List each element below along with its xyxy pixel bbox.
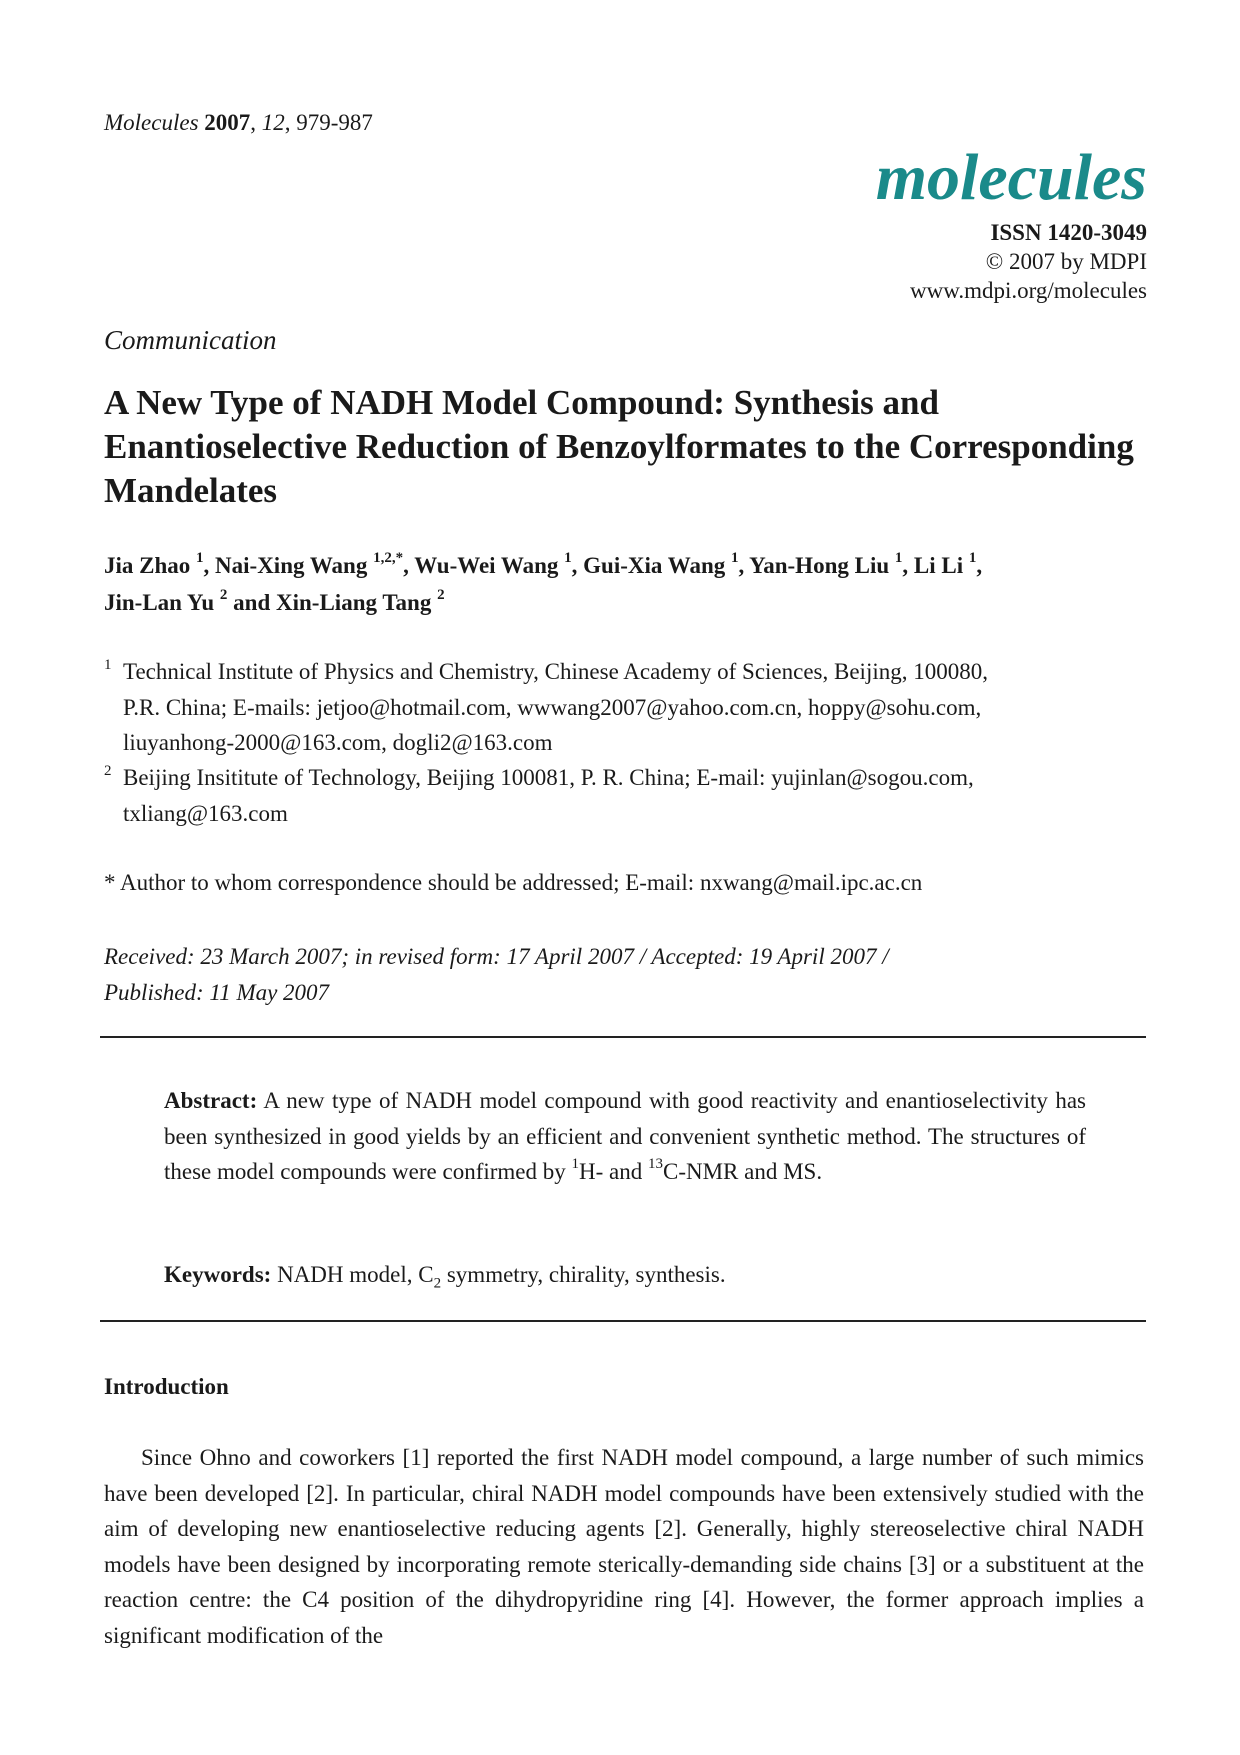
author: Nai-Xing Wang $^{1,2,*}$ <box>215 550 404 578</box>
copyright: © 2007 by MDPI <box>985 249 1147 274</box>
affiliation-2: 2 Beijing Insititute of Technology, Beijing 100081, P. R. China; E-mail: yujinlan@sogou.com, txliang@163.com <box>104 760 1144 831</box>
issn: ISSN 1420-3049 <box>990 220 1147 245</box>
author: Wu-Wei Wang $^1$ <box>414 550 572 578</box>
author: Yan-Hong Liu $^1$ <box>749 550 903 578</box>
abstract: Abstract: A new type of NADH model compound with good reactivity and enantioselectivity has been synthesized in good yields by an efficient and convenient synthetic method. The structures of these model compounds were confirmed by $^1$H- and $^{13}$C-NMR and MS. <box>164 1088 1086 1184</box>
affiliation-number: 2 <box>104 763 112 779</box>
introduction-paragraph: Since Ohno and coworkers [1] reported the first NADH model compound, a large number of such mimics have been developed [2]. In particular, chiral NADH model compounds have been extensively studied with the aim of developing new enantioselective reducing agents [2]. Generally, highly stereoselective chiral NADH models have been designed by incorporating remote sterically-demanding side chains [3] or a substituent at the reaction centre: the C4 position of the dihydropyridine ring [4]. However, the former approach implies a significant modification of the <box>104 1445 1144 1648</box>
abstract-label: Abstract: <box>164 1088 258 1113</box>
author-list: Jia Zhao $^1$, Nai-Xing Wang $^{1,2,*}$, Wu-Wei Wang $^1$, Gui-Xia Wang $^1$, Yan-Hong Liu $^1$, Li Li $^1$, Jin-Lan Yu $^2$ and Xin-Liang Tang $^2$ <box>104 550 983 615</box>
author: Jia Zhao $^1$ <box>104 550 204 578</box>
journal-url[interactable]: www.mdpi.org/molecules <box>910 278 1147 303</box>
affiliation-1: 1 Technical Institute of Physics and Chemistry, Chinese Academy of Sciences, Beijing, 100080, P.R. China; E-mails: jetjoo@hotmail.com, wwwang2007@yahoo.com.cn, hoppy@sohu.com, liuyanhong-2000@163.com, dogli2@163.com <box>104 654 1144 761</box>
journal-volume: 12 <box>261 110 285 135</box>
author: Li Li $^1$ <box>913 550 977 578</box>
author: Jin-Lan Yu $^2$ <box>104 587 228 615</box>
article-type: Communication <box>104 325 277 355</box>
journal-citation: Molecules 2007, 12, 979-987 <box>104 110 373 135</box>
divider-bottom <box>100 1320 1146 1322</box>
correspondence-note: * Author to whom correspondence should be addressed; E-mail: nxwang@mail.ipc.ac.cn <box>104 870 923 895</box>
author: Gui-Xia Wang $^1$ <box>583 550 739 578</box>
affiliation-number: 1 <box>104 657 112 673</box>
journal-year: 2007 <box>204 110 251 135</box>
keywords-label: Keywords: <box>164 1262 272 1287</box>
journal-pages: 979-987 <box>296 110 373 135</box>
keywords: Keywords: NADH model, $C_2$ symmetry, chirality, synthesis. <box>164 1262 726 1292</box>
section-heading-introduction: Introduction <box>104 1374 229 1399</box>
divider-top <box>100 1036 1146 1038</box>
journal-logo: molecules <box>875 141 1147 214</box>
author: Xin-Liang Tang $^2$ <box>276 587 445 615</box>
publication-dates: Received: 23 March 2007; in revised form: 17 April 2007 / Accepted: 19 April 2007 / Published: 11 May 2007 <box>104 944 889 1005</box>
journal-name: Molecules <box>104 110 199 135</box>
article-title: A New Type of NADH Model Compound: Synthesis and Enantioselective Reduction of Benzoylformates to the Corresponding Mandelates <box>104 383 1134 510</box>
